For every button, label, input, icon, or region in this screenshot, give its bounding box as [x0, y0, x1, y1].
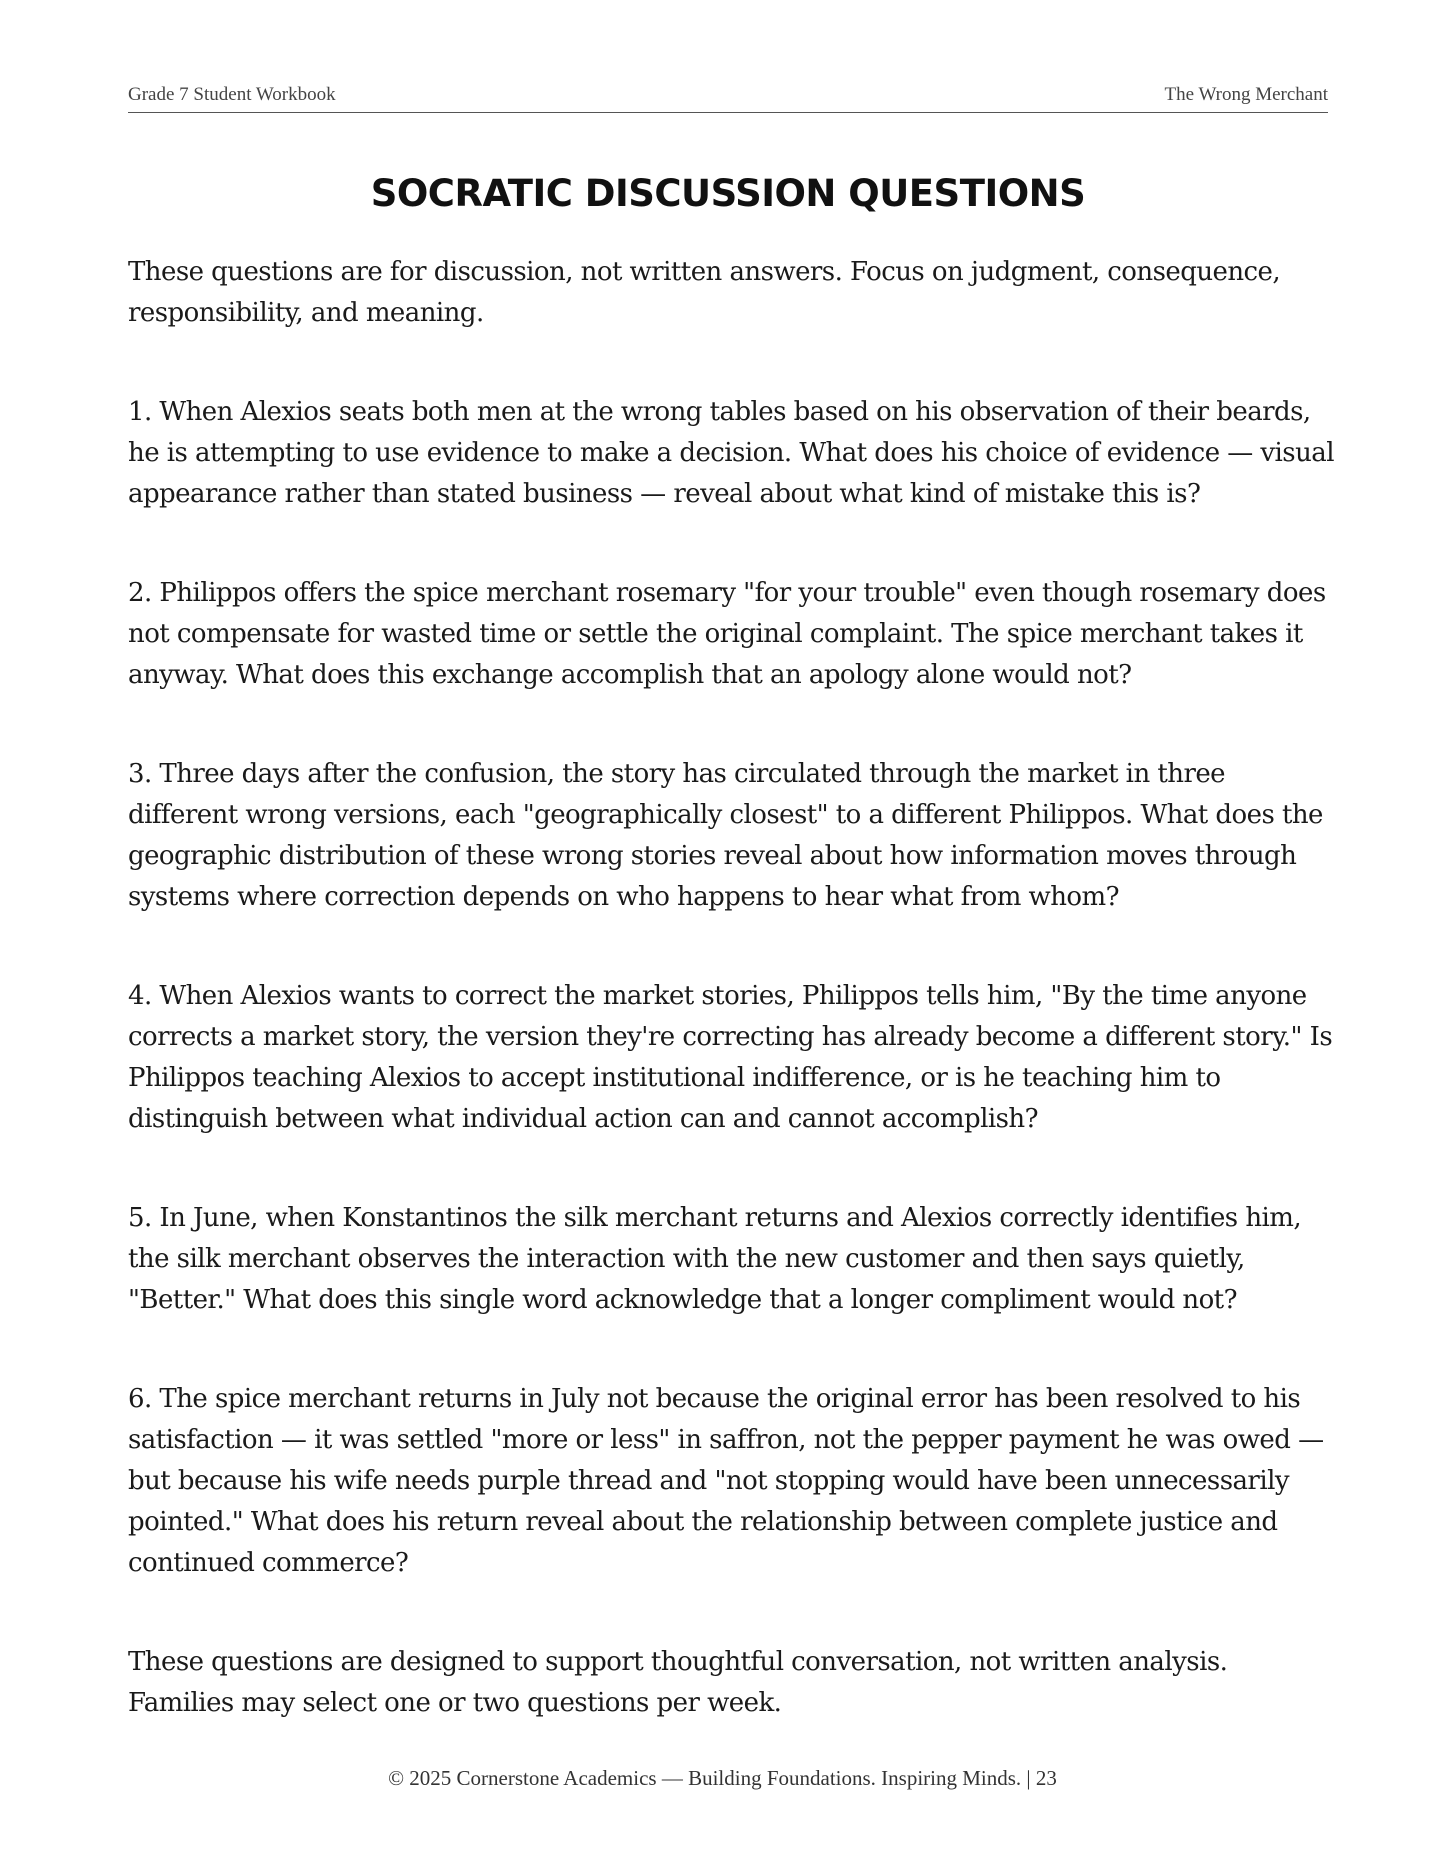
question-2: 2. Philippos offers the spice merchant rosemary "for your trouble" even though rosemary does not compensate for wasted time or settle the original complaint. The spice merchant takes it anyway. What does this exchange accomplish that an apology alone would not? — [128, 578, 1326, 690]
main-content — [128, 252, 1338, 1724]
question-5: 5. In June, when Konstantinos the silk merchant returns and Alexios correctly identifies him, the silk merchant observes the interaction with the new customer and then says quietly, "Better." What does this single word acknowledge that a longer compliment would not? — [128, 1203, 1302, 1315]
header-story-title: The Wrong Merchant — [1164, 84, 1328, 105]
question-1: 1. When Alexios seats both men at the wrong tables based on his observation of their beards, he is attempting to use evidence to make a decision. What does his choice of evidence — visual appearance rather than stated business — reveal about what kind of mistake this is? — [128, 397, 1335, 509]
page-footer: © 2025 Cornerstone Academics — Building Foundations. Inspiring Minds. | 23 — [388, 1766, 1057, 1790]
question-3: 3. Three days after the confusion, the story has circulated through the market in three different wrong versions, each "geographically closest" to a different Philippos. What does the geographic distribution of these wrong stories reveal about how information moves through systems where correction depends on who happens to hear what from whom? — [128, 759, 1323, 912]
question-4: 4. When Alexios wants to correct the market stories, Philippos tells him, "By the time anyone corrects a market story, the version they're correcting has already become a different story." Is Philippos teaching Alexios to accept institutional indifference, or is he teaching him to distinguish between what individual action can and cannot accomplish? — [128, 981, 1333, 1134]
page-title: SOCRATIC DISCUSSION QUESTIONS — [370, 172, 1086, 215]
question-6: 6. The spice merchant returns in July not because the original error has been resolved to his satisfaction — it was settled "more or less" in saffron, not the pepper payment he was owed — but because his wife needs purple thread and "not stopping would have been unnecessarily pointed." What does his return reveal about the relationship between complete justice and continued commerce? — [128, 1384, 1324, 1578]
page-header — [128, 84, 1328, 113]
intro-paragraph: These questions are for discussion, not written answers. Focus on judgment, consequence, responsibility, and meaning. — [128, 257, 1281, 328]
header-workbook-label: Grade 7 Student Workbook — [128, 84, 336, 105]
closing-paragraph: These questions are designed to support thoughtful conversation, not written analysis. Families may select one or two questions per week. — [128, 1647, 1228, 1718]
